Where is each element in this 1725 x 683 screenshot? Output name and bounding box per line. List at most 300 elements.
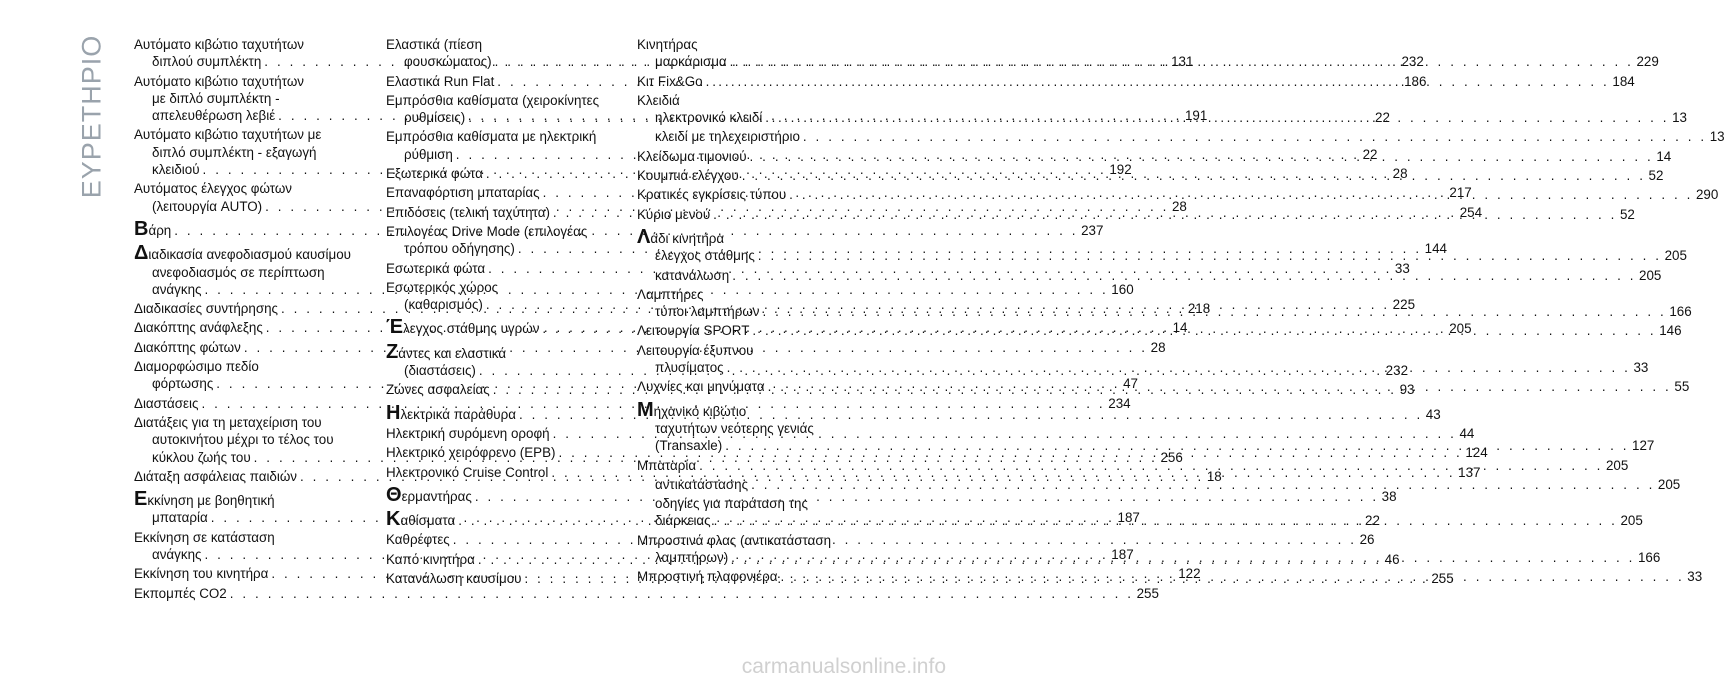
- index-entry-text: [637, 568, 777, 585]
- index-entry-label: Καπό κινητήρα: [386, 551, 475, 567]
- index-entry-label: μπαταρία: [152, 510, 208, 526]
- index-entry-label: Λειτουργία έξυπνου: [637, 342, 754, 358]
- section-initial-letter: Έ: [386, 316, 404, 339]
- index-entry-text: [386, 381, 490, 398]
- page-number: 47: [1123, 376, 1138, 392]
- index-entry-heading: [134, 488, 364, 511]
- index-entry-label: Εσωτερικά φώτα: [386, 260, 486, 276]
- index-entry-heading: [637, 92, 867, 109]
- index-entry-label: ερμαντήρας: [401, 488, 472, 504]
- index-entry-label: λεγχος στάθμης υγρών: [403, 321, 540, 337]
- index-entry-label: διάρκειας: [655, 513, 711, 529]
- dot-leader: [750, 148, 1654, 165]
- index-entry-label: Αυτόματο κιβώτιο ταχυτήτων με: [134, 127, 322, 143]
- index-entry-text: [655, 495, 808, 512]
- index-entry-heading: [134, 180, 364, 197]
- index-entry-text: [134, 468, 297, 485]
- index-entry-text: [655, 53, 727, 70]
- index-entry-label: άδι κινητήρα: [650, 230, 725, 246]
- index-entry-text: [637, 167, 739, 184]
- page-number: 255: [1136, 585, 1159, 601]
- index-entry-label: Μπροστινά φλας (αντικατάσταση: [637, 532, 832, 548]
- index-entry-heading: [134, 414, 364, 431]
- index-entry-label: Καθρέφτες: [386, 532, 450, 548]
- index-entry-text: [134, 488, 275, 511]
- page-number: 28: [1150, 339, 1166, 355]
- index-entry-label: απελευθέρωση λεβιέ: [152, 108, 276, 124]
- index-entry-text: [152, 264, 325, 281]
- index-entry-heading: [637, 286, 867, 303]
- section-initial-letter: Η: [386, 401, 401, 424]
- index-entry-heading: [386, 92, 616, 109]
- index-entry-text: [655, 420, 814, 437]
- index-entry-text: [134, 319, 263, 336]
- index-entry-heading: [386, 128, 616, 145]
- index-entry-text: [655, 549, 728, 566]
- index-entry-label: κατανάλωση: [655, 267, 730, 283]
- index-entry-label: άρη: [148, 222, 172, 238]
- index-entry-text: [637, 36, 698, 53]
- index-entry-text: [655, 512, 711, 529]
- index-entry-heading: [637, 36, 867, 53]
- section-initial-letter: Ζ: [386, 340, 399, 363]
- index-entry-text: [404, 146, 453, 163]
- index-entry-label: φουσκώματος): [404, 54, 492, 70]
- index-side-title-text: ΕΥΡΕΤΗΡΙΟ: [76, 34, 107, 198]
- index-entry-text: [655, 109, 762, 126]
- index-entry-label: Κλειδιά: [637, 92, 680, 108]
- index-entry-label: οδηγίες για παράταση της: [655, 496, 808, 512]
- section-initial-letter: Ε: [134, 488, 148, 511]
- index-entry-label: με διπλό συμπλέκτη -: [152, 90, 280, 106]
- index-entry-text: [637, 532, 831, 549]
- dot-leader: [714, 512, 1618, 529]
- dot-leader: [742, 167, 1646, 184]
- page-number: 232: [1385, 363, 1409, 379]
- index-entry-heading: [637, 495, 867, 512]
- index-entry-label: Εσωτερικός χώρος: [386, 279, 499, 295]
- index-entry-text: [404, 240, 515, 257]
- index-entry-label: Κατανάλωση καυσίμου: [386, 571, 522, 587]
- page-number: 186: [1404, 73, 1427, 89]
- dot-leader: [725, 437, 1629, 454]
- index-entry-label: Επιδόσεις (τελική ταχύτητα): [386, 204, 550, 220]
- index-entry-label: Κρατικές εγκρίσεις τύπου: [637, 187, 787, 203]
- index-entry-label: Εμπρόσθια καθίσματα (χειροκίνητες: [386, 92, 600, 108]
- index-entry-text: [134, 585, 227, 602]
- index-entry-label: (λειτουργία AUTO): [152, 198, 263, 214]
- page-number: 18: [1206, 468, 1222, 484]
- index-entry-text: [152, 144, 317, 161]
- index-entry-text: [655, 359, 724, 376]
- page-number: 191: [1184, 108, 1208, 124]
- index-entry-text: [386, 165, 483, 182]
- index-entry-label: (διαστάσεις): [404, 363, 476, 379]
- page-number: 13: [1672, 110, 1688, 126]
- index-entry-text: [386, 279, 498, 296]
- index-entry-label: Λυχνίες και μηνύματα: [637, 379, 765, 395]
- index-entry-label: πλυσίματος: [655, 360, 724, 376]
- index-entry-label: Επιλογέας Drive Mode (επιλογέας: [386, 223, 588, 239]
- index-entry-text: [637, 92, 680, 109]
- index-entry-text: [152, 53, 261, 70]
- page-number: 43: [1425, 406, 1441, 422]
- index-entry-label: Επαναφόρτιση μπαταρίας: [386, 185, 540, 201]
- page-number: 52: [1648, 168, 1664, 184]
- index-entry-text: [134, 414, 322, 431]
- page-number: 184: [1612, 73, 1635, 89]
- index-entry-label: λαμπτήρων): [655, 550, 729, 566]
- index-entry-text: [655, 128, 800, 145]
- index-entry-text: [152, 431, 334, 448]
- index-entry-text: [637, 457, 696, 474]
- index-entry-label: ρύθμιση: [404, 146, 453, 162]
- index-entry-label: αθίσματα: [400, 513, 456, 529]
- index-entry-label: Διακόπτης ανάφλεξης: [134, 320, 263, 336]
- page-number: 192: [1109, 162, 1132, 178]
- index-entry: [134, 585, 1159, 602]
- dot-leader: [765, 109, 1669, 126]
- page-number: 187: [1111, 547, 1134, 563]
- index-entry-text: [152, 161, 200, 178]
- dot-leader: [768, 378, 1672, 395]
- page-number: 22: [1375, 110, 1390, 126]
- index-entry-text: [637, 322, 749, 339]
- dot-leader: [174, 222, 1078, 239]
- section-initial-letter: Β: [134, 217, 149, 240]
- index-entry-label: ανάγκης: [152, 547, 202, 563]
- dot-leader: [731, 549, 1635, 566]
- dot-leader: [751, 476, 1655, 493]
- index-entry-text: [134, 529, 275, 546]
- index-entry-label: αντικατάστασης: [655, 476, 749, 492]
- index-entry-text: [386, 401, 516, 424]
- index-entry-heading: [637, 342, 867, 359]
- index-entry-text: [386, 260, 485, 277]
- index-entry-label: τρόπου οδήγησης): [404, 241, 515, 257]
- page-number: 187: [1117, 510, 1140, 526]
- index-entry-subline: [637, 420, 867, 437]
- page-number: 205: [1620, 513, 1643, 529]
- dot-leader: [752, 322, 1656, 339]
- index-entry-heading: [637, 128, 1725, 145]
- index-entry-text: [152, 107, 275, 124]
- index-entry-text: [386, 73, 494, 90]
- index-entry-text: [152, 546, 201, 563]
- index-entry-text: [152, 375, 213, 392]
- page-number: 131: [1171, 54, 1194, 70]
- page-number: 217: [1449, 185, 1472, 201]
- index-entry-label: Κύριο μενού: [637, 206, 711, 222]
- page-number: 255: [1431, 571, 1454, 587]
- index-entry-text: [134, 217, 172, 240]
- index-entry-text: [637, 286, 703, 303]
- index-entry-text: [655, 267, 729, 284]
- page-number: 14: [1656, 148, 1672, 164]
- index-entry-label: ιαδικασία ανεφοδιασμού καυσίμου: [148, 247, 351, 263]
- index-entry-label: άντες και ελαστικά: [398, 345, 507, 361]
- page-number: 205: [1639, 267, 1662, 283]
- index-entry-label: Ηλεκτρονικό Cruise Control: [386, 464, 549, 480]
- page-number: 205: [1449, 321, 1472, 337]
- index-entry-label: Κινητήρας: [637, 37, 698, 52]
- index-entry-text: [637, 378, 765, 395]
- index-entry-text: [386, 425, 550, 442]
- page-number: 93: [1399, 382, 1415, 398]
- index-entry-label: κκίνηση με βοηθητική: [147, 493, 275, 509]
- index-entry-text: [386, 223, 587, 240]
- index-entry-text: [637, 206, 710, 223]
- index-entry-label: Ελαστικά (πίεση: [386, 37, 483, 52]
- index-entry-text: [404, 296, 483, 313]
- index-entry-label: Εμπρόσθια καθίσματα με ηλεκτρική: [386, 129, 597, 145]
- index-entry-text: [386, 483, 472, 506]
- dot-leader: [453, 531, 1357, 548]
- page-number: 160: [1111, 281, 1134, 297]
- index-entry-heading: [134, 529, 364, 546]
- index-entry-label: Κουμπιά ελέγχου: [637, 168, 739, 184]
- index-entry-label: Διάταξη ασφάλειας παιδιών: [134, 468, 297, 484]
- index-entry-label: διπλού συμπλέκτη: [152, 54, 262, 70]
- index-entry-text: [655, 247, 755, 264]
- section-initial-letter: Θ: [386, 483, 402, 506]
- index-entry-label: λεκτρικά παράθυρα: [400, 406, 516, 422]
- page-number: 234: [1108, 395, 1131, 411]
- index-entry-text: [655, 303, 760, 320]
- page-number: 44: [1459, 425, 1475, 441]
- index-entry-label: Ηλεκτρικό χειρόφρενο (EPB): [386, 445, 556, 461]
- index-entry-text: [637, 342, 754, 359]
- page-number: 28: [1171, 198, 1187, 214]
- index-entry-text: [134, 395, 198, 412]
- dot-leader: [803, 128, 1707, 145]
- index-entry-label: ρυθμίσεις): [404, 110, 466, 126]
- page-number: 144: [1424, 241, 1447, 257]
- index-entry-label: έλεγχος στάθμης: [655, 248, 755, 264]
- index-entry-text: [152, 281, 201, 298]
- index-entry-text: [637, 73, 703, 90]
- index-entry-text: [152, 90, 280, 107]
- index-entry-label: ανάγκης: [152, 281, 202, 297]
- dot-leader: [758, 247, 1662, 264]
- page-number: 205: [1657, 476, 1681, 492]
- page-number: 166: [1637, 550, 1661, 566]
- index-entry-label: ηχανικό κιβώτιο: [653, 403, 747, 419]
- dot-leader: [713, 206, 1617, 223]
- index-entry-label: Ηλεκτρική συρόμενη οροφή: [386, 425, 550, 441]
- page-number: 46: [1384, 551, 1400, 567]
- index-entry-text: [134, 73, 304, 90]
- index-entry-text: [386, 316, 540, 339]
- index-side-title: [76, 34, 108, 198]
- watermark: carmanualsonline.info: [741, 655, 946, 678]
- section-initial-letter: Μ: [637, 398, 654, 421]
- page-number: 38: [1381, 488, 1397, 504]
- index-entry-label: Διαδικασίες συντήρησης: [134, 301, 278, 317]
- index-entry-label: Αυτόματο κιβώτιο ταχυτήτων: [134, 73, 304, 89]
- index-entry-text: [386, 36, 482, 53]
- index-entry-heading: [386, 340, 616, 363]
- index-entry-text: [152, 509, 208, 526]
- index-entry-label: κύκλου ζωής του: [152, 449, 251, 465]
- page-number: 205: [1664, 248, 1687, 264]
- page-number: 13: [1709, 129, 1725, 145]
- index-entry-label: μαρκάρισμα: [655, 54, 727, 70]
- index-entry-text: [655, 476, 748, 493]
- index-entry-text: [134, 358, 259, 375]
- page-number: 14: [1172, 320, 1188, 336]
- index-entry-label: (καθαρισμός): [404, 297, 483, 313]
- index-entry-label: τύποι λαμπτήρων: [655, 304, 760, 320]
- page-number: 22: [1362, 146, 1378, 162]
- index-entry-text: [152, 198, 262, 215]
- dot-leader: [780, 568, 1684, 585]
- index-entry-text: [386, 551, 475, 568]
- page-number: 229: [1636, 54, 1659, 70]
- index-entry-text: [637, 186, 786, 203]
- index-entry-text: [386, 128, 596, 145]
- index-entry-subline: [134, 90, 364, 107]
- index-entry-text: [386, 464, 548, 481]
- index-entry-text: [386, 92, 599, 109]
- index-entry-text: [386, 340, 507, 363]
- index-entry-label: διπλό συμπλέκτη - εξαγωγή: [152, 144, 317, 160]
- index-entry-heading: [134, 73, 364, 90]
- index-entry-heading: [134, 585, 1159, 602]
- index-entry-subline: [134, 264, 364, 281]
- dot-leader: [706, 73, 1610, 90]
- dot-leader: [732, 267, 1636, 284]
- page-number: 33: [1394, 260, 1410, 276]
- index-entry-heading: [134, 126, 364, 143]
- dot-leader: [789, 186, 1693, 203]
- index-entry-label: Ελαστικά Run Flat: [386, 73, 495, 89]
- index-entry: [637, 128, 1725, 145]
- index-entry-label: Διακόπτης φώτων: [134, 339, 241, 355]
- index-entry-label: αυτοκινήτου μέχρι το τέλος του: [152, 432, 334, 448]
- page-number: 290: [1695, 187, 1719, 203]
- index-entry-label: Μπροστινή πλαφονιέρα: [637, 569, 778, 585]
- page-number: 256: [1160, 449, 1183, 465]
- index-entry-text: [386, 508, 456, 531]
- index-entry-subline: [134, 144, 364, 161]
- index-entry-text: [386, 444, 556, 461]
- index-entry-label: Αυτόματο κιβώτιο ταχυτήτων: [134, 37, 304, 52]
- index-entry-text: [134, 36, 304, 53]
- dot-leader: [727, 359, 1631, 376]
- index-entry-heading: [386, 36, 616, 53]
- index-entry-heading: [134, 242, 364, 265]
- index-entry-heading: [637, 398, 867, 421]
- page-number: 232: [1401, 54, 1424, 70]
- section-initial-letter: Κ: [386, 508, 401, 531]
- index-entry-text: [134, 180, 292, 197]
- index-entry-label: Εξωτερικά φώτα: [386, 166, 483, 182]
- page-number: 146: [1659, 323, 1682, 339]
- index-entry-label: Λαμπτήρες: [637, 286, 704, 302]
- index-entry-text: [637, 398, 747, 421]
- index-entry-label: Εκκίνηση του κινητήρα: [134, 566, 269, 582]
- page-number: 26: [1359, 532, 1375, 548]
- index-entry-text: [655, 437, 722, 454]
- page-number: 33: [1633, 360, 1649, 376]
- index-entry-label: φόρτωσης: [152, 376, 214, 392]
- index-entry-label: κλειδιού: [152, 162, 200, 178]
- section-initial-letter: Δ: [134, 242, 149, 265]
- index-entry-heading: [134, 36, 364, 53]
- page-number: 237: [1081, 222, 1104, 238]
- page-number: 22: [1365, 513, 1380, 529]
- section-initial-letter: Λ: [637, 225, 651, 248]
- dot-leader: [699, 457, 1603, 474]
- index-entry-text: [134, 300, 278, 317]
- index-entry-heading: [386, 279, 616, 296]
- index-entry-heading: [637, 532, 867, 549]
- index-entry-label: ανεφοδιασμός σε περίπτωση: [152, 264, 325, 280]
- dot-leader: [763, 303, 1667, 320]
- page-number: 122: [1178, 566, 1201, 582]
- page-number: 166: [1669, 304, 1692, 320]
- index-entry-label: Κιτ Fix&Go: [637, 73, 703, 89]
- index-entry-label: Διαμορφώσιμο πεδίο: [134, 359, 259, 375]
- page-number: 127: [1632, 438, 1655, 454]
- index-entry-text: [134, 242, 351, 265]
- index-entry-label: Ζώνες ασφαλείας: [386, 382, 490, 398]
- page-number: 254: [1459, 204, 1483, 220]
- index-entry-label: ηλεκτρονικό κλειδί: [655, 110, 763, 126]
- index-entry-text: [404, 53, 492, 70]
- index-entry-text: [637, 148, 747, 165]
- index-entry-text: [386, 531, 450, 548]
- index-entry-label: (Transaxle): [655, 438, 723, 454]
- page-number: 205: [1605, 457, 1629, 473]
- index-entry-text: [386, 570, 522, 587]
- page-number: 218: [1187, 301, 1211, 317]
- page-number: 55: [1674, 379, 1690, 395]
- dot-leader: [730, 53, 1634, 70]
- index-entry-label: Εκπομπές CO2: [134, 585, 227, 601]
- index-entry-text: [637, 225, 725, 248]
- index-entry-heading: [386, 223, 616, 240]
- index-entry-text: [134, 126, 321, 143]
- index-entry-label: ταχυτήτων νεότερης γενιάς: [655, 420, 814, 436]
- index-entry-label: Μπαταρία: [637, 457, 697, 473]
- index-entry-text: [134, 565, 268, 582]
- page-number: 124: [1465, 445, 1488, 461]
- index-entry-label: Διατάξεις για τη μεταχείριση του: [134, 414, 322, 430]
- page-number: 33: [1687, 569, 1703, 585]
- page-number: 225: [1392, 297, 1416, 313]
- index-entry-label: Κλείδωμα τιμονιού: [637, 148, 747, 164]
- index-entry-label: Λειτουργία SPORT: [637, 323, 750, 339]
- index-entry-heading: [637, 225, 867, 248]
- index-entry-label: κλειδί με τηλεχειριστήριο: [655, 129, 800, 145]
- page-number: 137: [1458, 464, 1481, 480]
- page-number: 52: [1619, 206, 1635, 222]
- page-number: 28: [1392, 166, 1408, 182]
- index-entry-text: [404, 362, 476, 379]
- index-entry-label: Διαστάσεις: [134, 395, 199, 411]
- index-entry-text: [404, 109, 465, 126]
- index-entry-text: [152, 449, 251, 466]
- index-entry-text: [386, 204, 550, 221]
- index-entry-subline: [134, 431, 364, 448]
- index-entry-text: [134, 339, 241, 356]
- index-entry-label: Εκκίνηση σε κατάσταση: [134, 529, 275, 545]
- index-entry-heading: [134, 358, 364, 375]
- index-entry-text: [386, 184, 540, 201]
- index-entry-label: Αυτόματος έλεγχος φώτων: [134, 181, 292, 197]
